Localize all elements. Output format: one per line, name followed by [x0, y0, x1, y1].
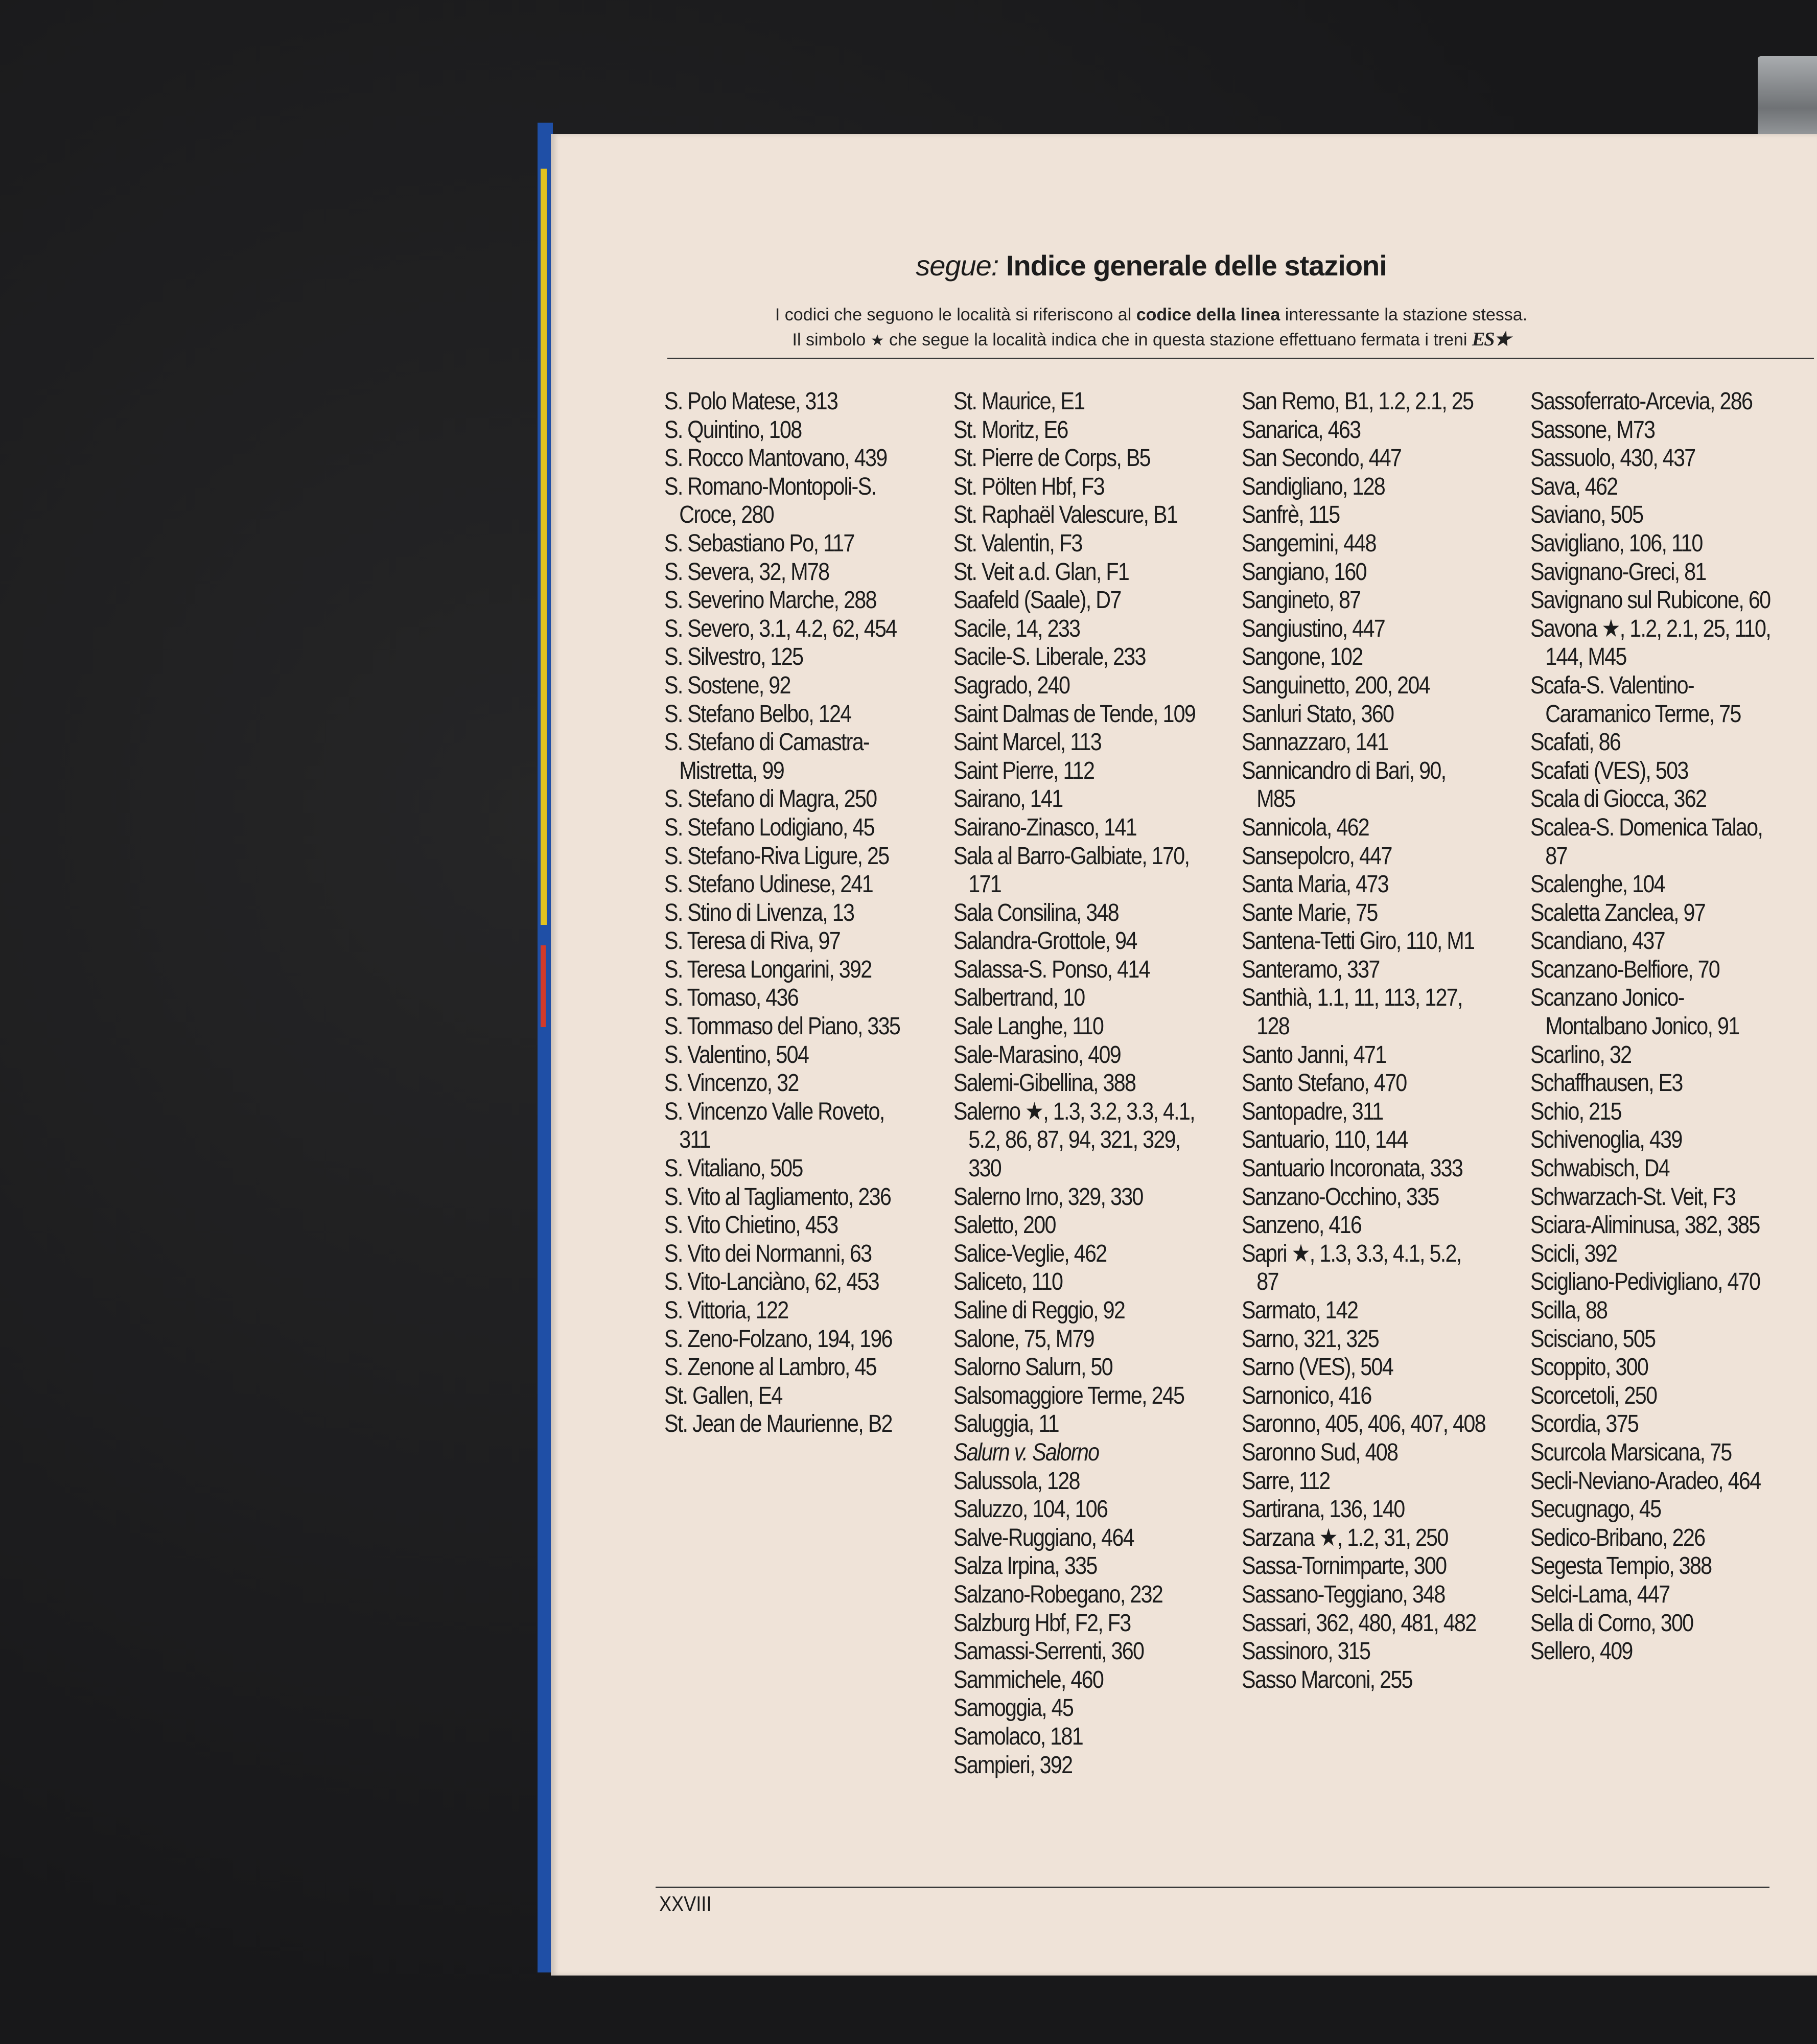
station-entry: Salandra-Grottole, 94	[953, 927, 1137, 955]
station-entry: Secli-Neviano-Aradeo, 464	[1530, 1467, 1761, 1495]
station-entry: Schivenoglia, 439	[1530, 1126, 1682, 1154]
station-entry: Sansepolcro, 447	[1242, 842, 1392, 870]
station-entry: S. Sebastiano Po, 117	[664, 529, 854, 557]
station-entry: Sciara-Aliminusa, 382, 385	[1530, 1212, 1760, 1239]
index-column-3	[1242, 387, 1488, 1694]
station-entry: Salza Irpina, 335	[953, 1552, 1097, 1580]
station-entry: Sanfrè, 115	[1242, 501, 1340, 529]
station-entry: Salorno Salurn, 50	[953, 1354, 1112, 1381]
station-entry: Samoggia, 45	[953, 1694, 1074, 1722]
station-entry: Sannazzaro, 141	[1242, 729, 1388, 756]
header-divider	[667, 358, 1814, 359]
station-entry: S. Teresa Longarini, 392	[664, 956, 872, 983]
station-entry: Sarre, 112	[1242, 1467, 1330, 1495]
station-entry: Saint Dalmas de Tende, 109	[953, 700, 1196, 728]
station-entry: Sandigliano, 128	[1242, 473, 1385, 500]
station-entry: Sarnonico, 416	[1242, 1382, 1371, 1409]
star-icon: ★	[870, 332, 884, 349]
station-entry: S. Quintino, 108	[664, 416, 802, 444]
footer-divider	[656, 1887, 1769, 1888]
station-entry: Salbertrand, 10	[953, 984, 1085, 1012]
station-entry: St. Valentin, F3	[953, 529, 1082, 557]
station-entry: Salerno ★, 1.3, 3.2, 3.3, 4.1, 5.2, 86, 87, 94, 321, 329, 330	[953, 1098, 1195, 1182]
page-number: XXVIII	[659, 1892, 712, 1916]
station-entry: S. Vincenzo Valle Roveto, 311	[664, 1098, 884, 1154]
station-entry: S. Stefano-Riva Ligure, 25	[664, 842, 889, 870]
station-entry: Sante Marie, 75	[1242, 899, 1378, 926]
station-entry: Sassoferrato-Arcevia, 286	[1530, 388, 1753, 415]
station-entry: S. Vito Chietino, 453	[664, 1212, 838, 1239]
station-entry: St. Moritz, E6	[953, 416, 1068, 444]
station-entry: Scafati (VES), 503	[1530, 757, 1688, 784]
station-entry: Sampieri, 392	[953, 1751, 1073, 1779]
station-entry: Sala al Barro-Galbiate, 170, 171	[953, 842, 1190, 898]
station-entry: S. Vittoria, 122	[664, 1297, 788, 1324]
station-entry: Sangone, 102	[1242, 643, 1363, 671]
page-title	[551, 249, 1752, 282]
station-entry: S. Rocco Mantovano, 439	[664, 445, 887, 472]
station-entry: Sannicandro di Bari, 90, M85	[1242, 757, 1446, 813]
station-entry: St. Jean de Maurienne, B2	[664, 1410, 892, 1438]
station-entry: Saint Marcel, 113	[953, 729, 1101, 756]
station-entry: Sartirana, 136, 140	[1242, 1496, 1405, 1523]
station-entry: Salve-Ruggiano, 464	[953, 1524, 1134, 1551]
station-entry: Samassi-Serrenti, 360	[953, 1638, 1144, 1665]
metal-clip	[1758, 56, 1817, 143]
station-entry: Santhià, 1.1, 11, 113, 127, 128	[1242, 984, 1462, 1040]
legend-text: I codici che seguono le località si riferiscono al	[775, 305, 1136, 324]
station-entry: Sagrado, 240	[953, 671, 1070, 699]
station-entry: Sanguinetto, 200, 204	[1242, 671, 1430, 699]
station-entry: Sassuolo, 430, 437	[1530, 445, 1695, 472]
station-entry: S. Severino Marche, 288	[664, 587, 876, 614]
station-entry: Salerno Irno, 329, 330	[953, 1183, 1143, 1211]
station-entry: Salemi-Gibellina, 388	[953, 1070, 1136, 1097]
station-entry: Salsomaggiore Terme, 245	[953, 1382, 1184, 1409]
station-entry: Secugnago, 45	[1530, 1496, 1661, 1523]
station-entry: Schio, 215	[1530, 1098, 1621, 1125]
station-entry: Scisciano, 505	[1530, 1325, 1656, 1353]
station-entry: St. Gallen, E4	[664, 1382, 782, 1409]
title-text: Indice generale delle stazioni	[1006, 249, 1387, 282]
legend-line-2	[551, 327, 1752, 353]
station-entry: S. Stefano di Magra, 250	[664, 785, 877, 813]
station-entry: Saliceto, 110	[953, 1268, 1063, 1296]
station-entry: S. Romano-Montopoli-S. Croce, 280	[664, 473, 876, 529]
station-entry: Scala di Giocca, 362	[1530, 785, 1707, 813]
station-entry: Santo Janni, 471	[1242, 1041, 1386, 1069]
station-entry: Salone, 75, M79	[953, 1325, 1094, 1353]
station-entry: Salice-Veglie, 462	[953, 1240, 1107, 1267]
legend-text: che segue la località indica che in questa stazione effettuano fermata i treni	[884, 330, 1472, 350]
index-column-2	[953, 387, 1200, 1779]
station-entry: S. Stefano di Camastra-Mistretta, 99	[664, 729, 869, 784]
station-entry: St. Pölten Hbf, F3	[953, 473, 1104, 500]
station-entry: Santa Maria, 473	[1242, 871, 1388, 898]
station-entry: S. Tomaso, 436	[664, 984, 799, 1012]
station-entry: St. Pierre de Corps, B5	[953, 445, 1150, 472]
station-entry: Scafati, 86	[1530, 729, 1621, 756]
station-entry: Sannicola, 462	[1242, 814, 1369, 841]
title-prefix: segue:	[916, 249, 999, 282]
station-entry: Scanzano Jonico-Montalbano Jonico, 91	[1530, 984, 1739, 1040]
station-entry: Sanzeno, 416	[1242, 1212, 1362, 1239]
station-entry: Salassa-S. Ponso, 414	[953, 956, 1150, 983]
station-entry: Saafeld (Saale), D7	[953, 587, 1121, 614]
legend-bold-text: codice della linea	[1136, 305, 1280, 324]
station-entry: S. Severo, 3.1, 4.2, 62, 454	[664, 615, 897, 642]
station-entry: S. Stefano Udinese, 241	[664, 871, 873, 898]
station-entry: Scarlino, 32	[1530, 1041, 1632, 1069]
station-entry: Santuario Incoronata, 333	[1242, 1155, 1463, 1182]
station-entry: Sassari, 362, 480, 481, 482	[1242, 1609, 1476, 1637]
station-entry: Scoppito, 300	[1530, 1354, 1648, 1381]
station-entry: S. Valentino, 504	[664, 1041, 809, 1069]
station-entry: Saletto, 200	[953, 1212, 1056, 1239]
station-entry: Scilla, 88	[1530, 1297, 1608, 1324]
station-entry: Schaffhausen, E3	[1530, 1070, 1683, 1097]
station-entry: Sasso Marconi, 255	[1242, 1666, 1412, 1693]
legend-text: interessante la stazione stessa.	[1280, 305, 1528, 324]
station-entry: Santena-Tetti Giro, 110, M1	[1242, 927, 1475, 955]
station-entry: Sairano, 141	[953, 785, 1063, 813]
station-entry: Sangiano, 160	[1242, 558, 1366, 586]
station-entry: Saint Pierre, 112	[953, 757, 1094, 784]
station-entry: S. Stino di Livenza, 13	[664, 899, 854, 926]
station-entry: St. Veit a.d. Glan, F1	[953, 558, 1129, 586]
station-entry: San Remo, B1, 1.2, 2.1, 25	[1242, 388, 1474, 415]
station-entry: Santuario, 110, 144	[1242, 1126, 1408, 1154]
station-entry: S. Tommaso del Piano, 335	[664, 1013, 900, 1040]
cover-edge-red-stripe	[541, 945, 546, 1027]
station-entry: Saronno, 405, 406, 407, 408	[1242, 1410, 1485, 1438]
index-column-1	[664, 387, 911, 1438]
legend-text: Il simbolo	[792, 330, 871, 350]
station-entry: Sangiustino, 447	[1242, 615, 1385, 642]
station-entry: Scordia, 375	[1530, 1410, 1639, 1438]
station-entry: S. Vincenzo, 32	[664, 1070, 799, 1097]
station-entry: S. Teresa di Riva, 97	[664, 927, 841, 955]
station-entry: S. Severa, 32, M78	[664, 558, 829, 586]
station-entry: Sassone, M73	[1530, 416, 1655, 444]
station-entry: Santeramo, 337	[1242, 956, 1380, 983]
station-entry: Scandiano, 437	[1530, 927, 1665, 955]
station-entry: Sapri ★, 1.3, 3.3, 4.1, 5.2, 87	[1242, 1240, 1461, 1296]
station-entry: Schwarzach-St. Veit, F3	[1530, 1183, 1735, 1211]
station-entry: Segesta Tempio, 388	[1530, 1552, 1712, 1580]
station-entry: S. Silvestro, 125	[664, 643, 803, 671]
station-entry: Sava, 462	[1530, 473, 1618, 500]
index-column-4	[1530, 387, 1777, 1666]
station-entry: Sangemini, 448	[1242, 529, 1376, 557]
station-entry: S. Zeno-Folzano, 194, 196	[664, 1325, 892, 1353]
station-entry: Sanzano-Occhino, 335	[1242, 1183, 1439, 1211]
station-entry: Sangineto, 87	[1242, 587, 1361, 614]
es-train-logo: ES★	[1472, 329, 1510, 350]
station-entry: Salurn v. Salorno	[953, 1438, 1099, 1466]
station-entry: Saline di Reggio, 92	[953, 1297, 1125, 1324]
station-entry: Savona ★, 1.2, 2.1, 25, 110, 144, M45	[1530, 615, 1771, 671]
station-entry: Sacile-S. Liberale, 233	[953, 643, 1146, 671]
station-entry: Scicli, 392	[1530, 1240, 1617, 1267]
station-entry: San Secondo, 447	[1242, 445, 1402, 472]
station-entry: Sanarica, 463	[1242, 416, 1361, 444]
station-entry: S. Stefano Belbo, 124	[664, 700, 851, 728]
station-entry: Scalenghe, 104	[1530, 871, 1665, 898]
station-entry: S. Vito dei Normanni, 63	[664, 1240, 872, 1267]
station-entry: Selci-Lama, 447	[1530, 1581, 1670, 1608]
station-entry: Sanluri Stato, 360	[1242, 700, 1394, 728]
station-entry: Sarno, 321, 325	[1242, 1325, 1379, 1353]
station-entry: St. Raphaël Valescure, B1	[953, 501, 1178, 529]
station-entry: Savignano-Greci, 81	[1530, 558, 1706, 586]
station-entry: Sedico-Bribano, 226	[1530, 1524, 1705, 1551]
station-entry: Samolaco, 181	[953, 1723, 1083, 1750]
station-entry: Sammichele, 460	[953, 1666, 1104, 1693]
station-entry: Sassa-Tornimparte, 300	[1242, 1552, 1447, 1580]
station-entry: S. Vito-Lanciàno, 62, 453	[664, 1268, 879, 1296]
station-entry: Sarzana ★, 1.2, 31, 250	[1242, 1524, 1448, 1551]
station-entry: Savigliano, 106, 110	[1530, 529, 1703, 557]
station-entry: Sarmato, 142	[1242, 1297, 1358, 1324]
station-entry: Salussola, 128	[953, 1467, 1080, 1495]
station-entry: St. Maurice, E1	[953, 388, 1085, 415]
station-entry: Scanzano-Belfiore, 70	[1530, 956, 1720, 983]
cover-edge-yellow-stripe	[541, 169, 547, 925]
station-entry: Scafa-S. Valentino-Caramanico Terme, 75	[1530, 671, 1741, 728]
station-entry: Sacile, 14, 233	[953, 615, 1080, 642]
station-entry: Santo Stefano, 470	[1242, 1070, 1407, 1097]
station-entry: Saronno Sud, 408	[1242, 1438, 1398, 1466]
station-entry: Sale Langhe, 110	[953, 1013, 1104, 1040]
station-entry: S. Polo Matese, 313	[664, 388, 838, 415]
station-entry: Sala Consilina, 348	[953, 899, 1119, 926]
station-entry: Sellero, 409	[1530, 1638, 1633, 1665]
station-entry: Sella di Corno, 300	[1530, 1609, 1693, 1637]
legend-notes	[551, 303, 1752, 353]
station-entry: Scalea-S. Domenica Talao, 87	[1530, 814, 1763, 870]
station-entry: Scigliano-Pedivigliano, 470	[1530, 1268, 1760, 1296]
station-entry: S. Zenone al Lambro, 45	[664, 1354, 876, 1381]
station-entry: Sarno (VES), 504	[1242, 1354, 1393, 1381]
station-entry: Salzburg Hbf, F2, F3	[953, 1609, 1131, 1637]
station-entry: Saluggia, 11	[953, 1410, 1059, 1438]
station-entry: S. Vito al Tagliamento, 236	[664, 1183, 891, 1211]
station-entry: Sassinoro, 315	[1242, 1638, 1370, 1665]
station-entry: Sairano-Zinasco, 141	[953, 814, 1136, 841]
station-entry: Scaletta Zanclea, 97	[1530, 899, 1705, 926]
station-entry: Schwabisch, D4	[1530, 1155, 1669, 1182]
legend-line-1	[551, 303, 1752, 327]
station-entry: Saviano, 505	[1530, 501, 1643, 529]
station-entry: S. Sostene, 92	[664, 671, 790, 699]
station-entry: S. Vitaliano, 505	[664, 1155, 803, 1182]
station-entry: Salzano-Robegano, 232	[953, 1581, 1163, 1608]
station-entry: Sassano-Teggiano, 348	[1242, 1581, 1445, 1608]
station-entry: S. Stefano Lodigiano, 45	[664, 814, 874, 841]
book-page	[551, 134, 1817, 1976]
station-entry: Savignano sul Rubicone, 60	[1530, 587, 1771, 614]
station-entry: Sale-Marasino, 409	[953, 1041, 1121, 1069]
station-entry: Scurcola Marsicana, 75	[1530, 1438, 1732, 1466]
station-entry: Saluzzo, 104, 106	[953, 1496, 1108, 1523]
station-entry: Scorcetoli, 250	[1530, 1382, 1657, 1409]
station-entry: Santopadre, 311	[1242, 1098, 1383, 1125]
